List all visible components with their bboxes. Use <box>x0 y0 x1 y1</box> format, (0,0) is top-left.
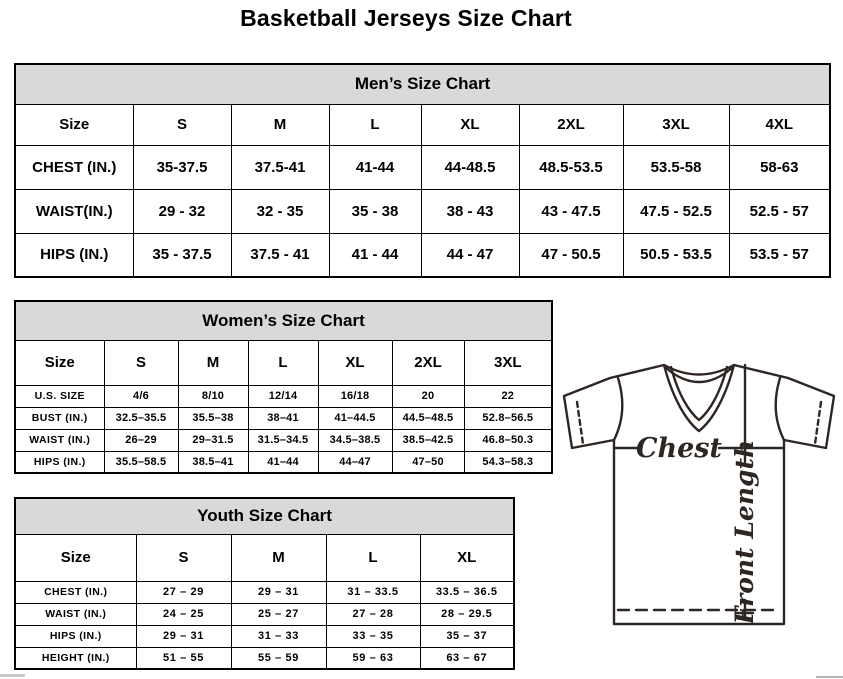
size-value-cell: 37.5-41 <box>231 145 329 189</box>
size-value-cell: 31 – 33.5 <box>326 581 420 603</box>
table-row <box>15 145 830 189</box>
womens-table-title: Women’s Size Chart <box>15 301 552 340</box>
youth-table-title: Youth Size Chart <box>15 498 514 534</box>
table-row <box>15 407 552 429</box>
size-value-cell: 35 – 37 <box>420 625 514 647</box>
table-row <box>15 429 552 451</box>
column-header: 3XL <box>464 340 552 385</box>
table-row <box>15 451 552 473</box>
size-value-cell: 32.5–35.5 <box>104 407 178 429</box>
size-value-cell: 41–44 <box>248 451 318 473</box>
column-header: L <box>248 340 318 385</box>
row-label: HIPS (IN.) <box>15 625 136 647</box>
size-value-cell: 4/6 <box>104 385 178 407</box>
size-value-cell: 25 – 27 <box>231 603 326 625</box>
column-header: XL <box>318 340 392 385</box>
size-value-cell: 51 – 55 <box>136 647 231 669</box>
size-value-cell: 29 - 32 <box>133 189 231 233</box>
front-length-label: Front Length <box>730 439 759 625</box>
column-header: M <box>178 340 248 385</box>
column-header: 4XL <box>729 104 830 145</box>
size-value-cell: 29 – 31 <box>136 625 231 647</box>
column-header: L <box>326 534 420 581</box>
size-value-cell: 38.5–41 <box>178 451 248 473</box>
size-value-cell: 8/10 <box>178 385 248 407</box>
size-value-cell: 16/18 <box>318 385 392 407</box>
table-title-row <box>15 64 830 104</box>
column-header: 2XL <box>392 340 464 385</box>
size-value-cell: 44–47 <box>318 451 392 473</box>
size-value-cell: 38–41 <box>248 407 318 429</box>
table-row <box>15 189 830 233</box>
size-value-cell: 52.8–56.5 <box>464 407 552 429</box>
size-value-cell: 52.5 - 57 <box>729 189 830 233</box>
size-value-cell: 47 - 50.5 <box>519 233 623 277</box>
row-label: CHEST (IN.) <box>15 581 136 603</box>
size-value-cell: 38 - 43 <box>421 189 519 233</box>
table-row <box>15 385 552 407</box>
size-value-cell: 24 – 25 <box>136 603 231 625</box>
size-value-cell: 44 - 47 <box>421 233 519 277</box>
column-header-row <box>15 534 514 581</box>
size-value-cell: 33.5 – 36.5 <box>420 581 514 603</box>
size-value-cell: 31.5–34.5 <box>248 429 318 451</box>
column-header-row <box>15 340 552 385</box>
scrollbar-fragment-left <box>0 674 25 677</box>
size-value-cell: 27 – 28 <box>326 603 420 625</box>
column-header: XL <box>420 534 514 581</box>
table-title-row <box>15 498 514 534</box>
row-label: HIPS (IN.) <box>15 451 104 473</box>
size-value-cell: 29 – 31 <box>231 581 326 603</box>
row-label: WAIST (IN.) <box>15 603 136 625</box>
column-header: XL <box>421 104 519 145</box>
row-label: CHEST (IN.) <box>15 145 133 189</box>
youth-size-table <box>14 497 515 670</box>
size-value-cell: 47.5 - 52.5 <box>623 189 729 233</box>
size-value-cell: 32 - 35 <box>231 189 329 233</box>
size-value-cell: 35-37.5 <box>133 145 231 189</box>
column-header: L <box>329 104 421 145</box>
size-value-cell: 26–29 <box>104 429 178 451</box>
size-value-cell: 28 – 29.5 <box>420 603 514 625</box>
size-value-cell: 58-63 <box>729 145 830 189</box>
row-label: BUST (IN.) <box>15 407 104 429</box>
size-value-cell: 31 – 33 <box>231 625 326 647</box>
size-value-cell: 33 – 35 <box>326 625 420 647</box>
size-value-cell: 54.3–58.3 <box>464 451 552 473</box>
size-value-cell: 44-48.5 <box>421 145 519 189</box>
size-value-cell: 63 – 67 <box>420 647 514 669</box>
row-label: U.S. SIZE <box>15 385 104 407</box>
size-value-cell: 35 - 38 <box>329 189 421 233</box>
size-value-cell: 35.5–58.5 <box>104 451 178 473</box>
table-row <box>15 603 514 625</box>
size-value-cell: 47–50 <box>392 451 464 473</box>
page-title: Basketball Jerseys Size Chart <box>240 5 572 31</box>
jersey-measurement-diagram <box>552 352 843 674</box>
row-label: HEIGHT (IN.) <box>15 647 136 669</box>
mens-size-table <box>14 63 831 278</box>
womens-size-table <box>14 300 553 474</box>
column-header: Size <box>15 104 133 145</box>
column-header: M <box>231 534 326 581</box>
size-value-cell: 37.5 - 41 <box>231 233 329 277</box>
size-value-cell: 38.5–42.5 <box>392 429 464 451</box>
table-row <box>15 233 830 277</box>
size-value-cell: 50.5 - 53.5 <box>623 233 729 277</box>
size-value-cell: 35.5–38 <box>178 407 248 429</box>
table-row <box>15 625 514 647</box>
row-label: WAIST (IN.) <box>15 429 104 451</box>
size-value-cell: 41 - 44 <box>329 233 421 277</box>
size-value-cell: 41-44 <box>329 145 421 189</box>
size-value-cell: 55 – 59 <box>231 647 326 669</box>
column-header: M <box>231 104 329 145</box>
size-value-cell: 46.8–50.3 <box>464 429 552 451</box>
table-title-row <box>15 301 552 340</box>
size-value-cell: 20 <box>392 385 464 407</box>
size-value-cell: 27 – 29 <box>136 581 231 603</box>
size-value-cell: 44.5–48.5 <box>392 407 464 429</box>
size-value-cell: 29–31.5 <box>178 429 248 451</box>
column-header: Size <box>15 534 136 581</box>
mens-table-title: Men’s Size Chart <box>15 64 830 104</box>
row-label: WAIST(IN.) <box>15 189 133 233</box>
size-value-cell: 35 - 37.5 <box>133 233 231 277</box>
jersey-diagram-icon <box>552 352 843 674</box>
column-header: S <box>133 104 231 145</box>
column-header: Size <box>15 340 104 385</box>
scrollbar-fragment-right <box>816 676 843 678</box>
chest-label: Chest <box>636 433 722 464</box>
column-header: S <box>136 534 231 581</box>
column-header: S <box>104 340 178 385</box>
table-row <box>15 647 514 669</box>
column-header: 2XL <box>519 104 623 145</box>
size-value-cell: 22 <box>464 385 552 407</box>
size-value-cell: 59 – 63 <box>326 647 420 669</box>
size-value-cell: 43 - 47.5 <box>519 189 623 233</box>
size-value-cell: 53.5-58 <box>623 145 729 189</box>
column-header-row <box>15 104 830 145</box>
table-row <box>15 581 514 603</box>
row-label: HIPS (IN.) <box>15 233 133 277</box>
column-header: 3XL <box>623 104 729 145</box>
size-value-cell: 12/14 <box>248 385 318 407</box>
size-value-cell: 41–44.5 <box>318 407 392 429</box>
size-value-cell: 48.5-53.5 <box>519 145 623 189</box>
size-value-cell: 34.5–38.5 <box>318 429 392 451</box>
size-value-cell: 53.5 - 57 <box>729 233 830 277</box>
